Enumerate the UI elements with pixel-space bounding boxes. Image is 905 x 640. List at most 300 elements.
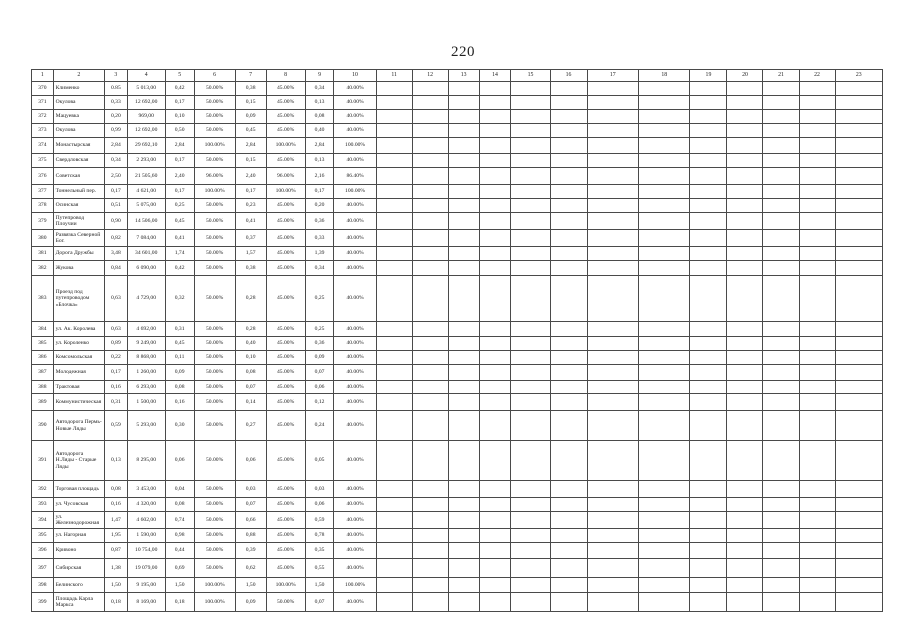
empty-cell [835,322,882,337]
empty-cell [639,337,690,351]
empty-cell [690,481,727,498]
empty-cell [376,276,412,322]
table-row [32,82,883,96]
empty-cell [763,124,799,138]
empty-cell [799,512,835,529]
value-cell: 50.00% [194,110,235,124]
empty-cell [587,441,638,481]
empty-cell [479,230,511,247]
empty-cell [550,124,587,138]
table-row [32,411,883,441]
empty-cell [639,394,690,411]
empty-cell [511,276,550,322]
value-cell: 2,84 [235,138,266,154]
empty-cell [690,512,727,529]
empty-cell [763,276,799,322]
value-cell: 50.00% [266,593,305,612]
empty-cell [511,481,550,498]
empty-cell [727,138,763,154]
table-row [32,213,883,230]
empty-cell [587,322,638,337]
empty-cell [376,498,412,512]
empty-cell [639,593,690,612]
empty-cell [412,411,448,441]
value-cell: 2,16 [305,168,334,185]
empty-cell [690,498,727,512]
empty-cell [376,529,412,543]
column-header: 18 [639,70,690,82]
value-cell: 86.40% [334,168,376,185]
value-cell: 4 320,00 [127,498,165,512]
empty-cell [412,124,448,138]
row-number-cell: 390 [32,411,54,441]
empty-cell [690,276,727,322]
empty-cell [639,322,690,337]
table-row [32,543,883,559]
value-cell: 0,03 [235,481,266,498]
street-name-cell: Трактовая [53,381,104,394]
empty-cell [448,185,479,199]
empty-cell [639,230,690,247]
row-number-cell: 370 [32,82,54,96]
value-cell: 50.00% [194,247,235,261]
empty-cell [799,261,835,276]
empty-cell [835,124,882,138]
empty-cell [690,593,727,612]
empty-cell [763,96,799,110]
value-cell: 12 692,00 [127,96,165,110]
empty-cell [412,512,448,529]
empty-cell [479,124,511,138]
empty-cell [550,578,587,593]
empty-cell [479,154,511,168]
value-cell: 2,50 [105,168,128,185]
empty-cell [763,578,799,593]
value-cell: 14 506,00 [127,213,165,230]
value-cell: 0,84 [105,261,128,276]
empty-cell [550,199,587,213]
value-cell: 45.00% [266,199,305,213]
row-number-cell: 378 [32,199,54,213]
empty-cell [763,381,799,394]
empty-cell [511,411,550,441]
value-cell: 45.00% [266,337,305,351]
value-cell: 0,17 [305,185,334,199]
value-cell: 34 601,00 [127,247,165,261]
row-number-cell: 389 [32,394,54,411]
value-cell: 50.00% [194,512,235,529]
table-row [32,593,883,612]
row-number-cell: 379 [32,213,54,230]
empty-cell [550,529,587,543]
empty-cell [690,543,727,559]
row-number-cell: 397 [32,559,54,578]
empty-cell [587,199,638,213]
value-cell: 0,20 [305,199,334,213]
empty-cell [376,411,412,441]
street-name-cell: Осинская [53,199,104,213]
empty-cell [550,168,587,185]
empty-cell [727,185,763,199]
value-cell: 40.00% [334,394,376,411]
empty-cell [799,498,835,512]
table-row [32,261,883,276]
empty-cell [690,261,727,276]
value-cell: 40.00% [334,441,376,481]
column-header: 4 [127,70,165,82]
empty-cell [412,185,448,199]
row-number-cell: 399 [32,593,54,612]
value-cell: 0,33 [305,230,334,247]
empty-cell [511,322,550,337]
empty-cell [835,213,882,230]
value-cell: 5 075,00 [127,199,165,213]
empty-cell [587,512,638,529]
empty-cell [550,481,587,498]
empty-cell [412,351,448,365]
value-cell: 50.00% [194,498,235,512]
empty-cell [550,110,587,124]
value-cell: 0,69 [165,559,194,578]
row-number-cell: 374 [32,138,54,154]
empty-cell [412,247,448,261]
column-header: 23 [835,70,882,82]
empty-cell [799,213,835,230]
value-cell: 969,00 [127,110,165,124]
empty-cell [376,337,412,351]
value-cell: 50.00% [194,96,235,110]
empty-cell [587,381,638,394]
value-cell: 50.00% [194,529,235,543]
value-cell: 0,63 [105,322,128,337]
empty-cell [479,381,511,394]
value-cell: 100.00% [194,593,235,612]
row-number-cell: 376 [32,168,54,185]
row-number-cell: 382 [32,261,54,276]
empty-cell [690,578,727,593]
empty-cell [550,138,587,154]
value-cell: 1,74 [165,247,194,261]
empty-cell [550,337,587,351]
empty-cell [763,110,799,124]
value-cell: 50.00% [194,322,235,337]
value-cell: 0,12 [305,394,334,411]
empty-cell [479,512,511,529]
empty-cell [763,559,799,578]
empty-cell [448,529,479,543]
row-number-cell: 383 [32,276,54,322]
row-number-cell: 385 [32,337,54,351]
empty-cell [690,247,727,261]
street-name-cell: ул. Чусовская [53,498,104,512]
empty-cell [799,276,835,322]
value-cell: 2 293,00 [127,154,165,168]
empty-cell [835,185,882,199]
value-cell: 0,06 [235,441,266,481]
row-number-cell: 384 [32,322,54,337]
street-name-cell: Свердловская [53,154,104,168]
empty-cell [479,559,511,578]
value-cell: 0,07 [235,381,266,394]
value-cell: 0,31 [105,394,128,411]
empty-cell [835,247,882,261]
row-number-cell: 381 [32,247,54,261]
empty-cell [448,124,479,138]
empty-cell [587,365,638,381]
empty-cell [763,351,799,365]
empty-cell [835,559,882,578]
empty-cell [376,230,412,247]
empty-cell [479,543,511,559]
table-row [32,199,883,213]
empty-cell [550,394,587,411]
empty-cell [690,529,727,543]
empty-cell [448,213,479,230]
empty-cell [763,82,799,96]
value-cell: 1,57 [235,247,266,261]
empty-cell [639,124,690,138]
empty-cell [550,213,587,230]
empty-cell [479,96,511,110]
row-number-cell: 396 [32,543,54,559]
table-row [32,322,883,337]
row-number-cell: 398 [32,578,54,593]
street-name-cell: Проезд под путепроводом «Блочка» [53,276,104,322]
value-cell: 96.00% [194,168,235,185]
table-row [32,512,883,529]
empty-cell [727,261,763,276]
empty-cell [727,110,763,124]
value-cell: 40.00% [334,213,376,230]
empty-cell [690,185,727,199]
value-cell: 45.00% [266,110,305,124]
column-header: 20 [727,70,763,82]
empty-cell [412,481,448,498]
value-cell: 3,48 [105,247,128,261]
value-cell: 0,28 [235,322,266,337]
empty-cell [376,138,412,154]
empty-cell [763,365,799,381]
empty-cell [587,168,638,185]
column-header: 1 [32,70,54,82]
value-cell: 0,59 [105,411,128,441]
table-row [32,381,883,394]
value-cell: 0,03 [305,481,334,498]
empty-cell [763,154,799,168]
empty-cell [727,96,763,110]
empty-cell [479,138,511,154]
empty-cell [376,441,412,481]
value-cell: 0,39 [235,543,266,559]
empty-cell [587,82,638,96]
empty-cell [639,498,690,512]
empty-cell [690,322,727,337]
table-body [32,82,883,612]
value-cell: 0,09 [165,365,194,381]
empty-cell [587,213,638,230]
column-header: 22 [799,70,835,82]
value-cell: 45.00% [266,322,305,337]
row-number-cell: 380 [32,230,54,247]
street-name-cell: Жукова [53,261,104,276]
value-cell: 0,33 [105,96,128,110]
empty-cell [799,529,835,543]
empty-cell [511,138,550,154]
value-cell: 0,40 [305,124,334,138]
value-cell: 2,84 [165,138,194,154]
column-header: 16 [550,70,587,82]
empty-cell [511,543,550,559]
empty-cell [587,394,638,411]
empty-cell [376,96,412,110]
value-cell: 7 084,00 [127,230,165,247]
value-cell: 1,47 [105,512,128,529]
value-cell: 50.00% [194,82,235,96]
empty-cell [835,365,882,381]
empty-cell [763,337,799,351]
empty-cell [727,578,763,593]
value-cell: 1,50 [165,578,194,593]
empty-cell [550,247,587,261]
empty-cell [479,322,511,337]
value-cell: 45.00% [266,381,305,394]
value-cell: 0.85 [105,82,128,96]
empty-cell [727,394,763,411]
empty-cell [511,593,550,612]
empty-cell [690,381,727,394]
value-cell: 45.00% [266,96,305,110]
table-row [32,394,883,411]
empty-cell [639,213,690,230]
empty-cell [690,411,727,441]
value-cell: 0,23 [235,199,266,213]
empty-cell [376,543,412,559]
value-cell: 0,06 [305,381,334,394]
value-cell: 1,50 [235,578,266,593]
value-cell: 21 505,60 [127,168,165,185]
value-cell: 0,10 [235,351,266,365]
value-cell: 29 692,10 [127,138,165,154]
empty-cell [639,138,690,154]
street-name-cell: ул. Нагорная [53,529,104,543]
street-name-cell: Площадь Карла Маркса [53,593,104,612]
street-name-cell: Комсомольская [53,351,104,365]
value-cell: 100.00% [194,138,235,154]
value-cell: 0,09 [305,351,334,365]
value-cell: 0,08 [105,481,128,498]
empty-cell [479,168,511,185]
column-header: 12 [412,70,448,82]
empty-cell [448,110,479,124]
empty-cell [511,185,550,199]
empty-cell [639,543,690,559]
empty-cell [448,168,479,185]
table-row [32,481,883,498]
empty-cell [587,351,638,365]
empty-cell [799,185,835,199]
empty-cell [639,276,690,322]
empty-cell [690,168,727,185]
street-name-cell: ул. Короленко [53,337,104,351]
value-cell: 5 293,00 [127,411,165,441]
empty-cell [448,498,479,512]
value-cell: 0,34 [305,261,334,276]
empty-cell [763,261,799,276]
value-cell: 0,17 [105,365,128,381]
empty-cell [550,559,587,578]
street-name-cell: Молодежная [53,365,104,381]
column-header: 6 [194,70,235,82]
column-header: 7 [235,70,266,82]
empty-cell [376,481,412,498]
empty-cell [690,96,727,110]
empty-cell [511,261,550,276]
empty-cell [763,185,799,199]
empty-cell [690,154,727,168]
empty-cell [412,96,448,110]
empty-cell [550,322,587,337]
empty-cell [639,247,690,261]
empty-cell [448,82,479,96]
empty-cell [376,578,412,593]
empty-cell [479,529,511,543]
street-name-cell: ул. Ак. Королева [53,322,104,337]
value-cell: 2,84 [105,138,128,154]
value-cell: 0,98 [165,529,194,543]
empty-cell [550,96,587,110]
empty-cell [727,543,763,559]
value-cell: 0,45 [165,213,194,230]
table-row [32,337,883,351]
empty-cell [727,230,763,247]
value-cell: 0,14 [235,394,266,411]
empty-cell [412,529,448,543]
empty-cell [639,578,690,593]
empty-cell [799,124,835,138]
empty-cell [727,351,763,365]
empty-cell [639,441,690,481]
empty-cell [479,213,511,230]
street-name-cell: Монастырская [53,138,104,154]
value-cell: 40.00% [334,82,376,96]
empty-cell [799,96,835,110]
value-cell: 100.00% [334,138,376,154]
value-cell: 50.00% [194,199,235,213]
empty-cell [799,199,835,213]
empty-cell [479,365,511,381]
empty-cell [587,411,638,441]
empty-cell [376,512,412,529]
empty-cell [511,365,550,381]
empty-cell [763,199,799,213]
value-cell: 0,16 [165,394,194,411]
empty-cell [511,512,550,529]
value-cell: 50.00% [194,441,235,481]
empty-cell [835,394,882,411]
value-cell: 0,22 [105,351,128,365]
value-cell: 1 260,00 [127,365,165,381]
value-cell: 45.00% [266,261,305,276]
empty-cell [835,381,882,394]
value-cell: 12 692,00 [127,124,165,138]
value-cell: 0,13 [305,154,334,168]
empty-cell [690,230,727,247]
value-cell: 0,07 [305,365,334,381]
value-cell: 0,42 [165,82,194,96]
empty-cell [727,199,763,213]
empty-cell [376,351,412,365]
empty-cell [376,124,412,138]
